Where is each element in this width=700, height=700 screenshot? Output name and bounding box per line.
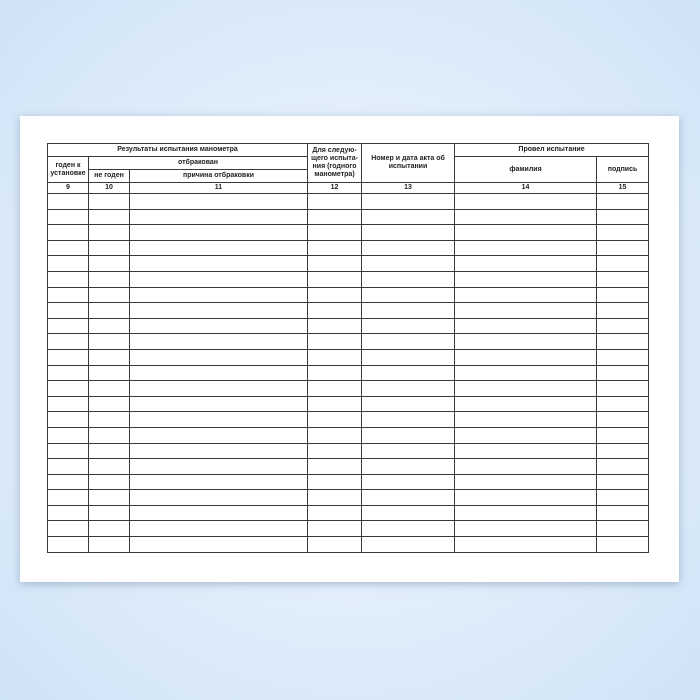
table-cell <box>89 396 130 412</box>
table-cell <box>455 209 597 225</box>
table-cell <box>130 490 308 506</box>
table-cell <box>308 427 362 443</box>
table-cell <box>597 537 649 553</box>
table-cell <box>597 365 649 381</box>
table-cell <box>455 537 597 553</box>
table-cell <box>597 381 649 397</box>
table-cell <box>597 334 649 350</box>
table-cell <box>89 381 130 397</box>
table-cell <box>455 334 597 350</box>
table-cell <box>130 194 308 210</box>
table-cell <box>130 474 308 490</box>
table-cell <box>362 209 455 225</box>
table-cell <box>130 303 308 319</box>
table-row <box>48 334 649 350</box>
header-reason: причина отбраковки <box>130 170 308 183</box>
table-cell <box>455 256 597 272</box>
table-row <box>48 443 649 459</box>
table-row <box>48 381 649 397</box>
table-cell <box>597 271 649 287</box>
table-cell <box>130 427 308 443</box>
table-cell <box>308 271 362 287</box>
table-cell <box>455 459 597 475</box>
table-cell <box>89 209 130 225</box>
table-cell <box>130 318 308 334</box>
table-cell <box>130 412 308 428</box>
table-cell <box>130 505 308 521</box>
table-cell <box>89 443 130 459</box>
table-cell <box>48 381 89 397</box>
table-cell <box>89 271 130 287</box>
table-cell <box>308 537 362 553</box>
table-cell <box>308 349 362 365</box>
table-cell <box>89 318 130 334</box>
header-tested-by: Провел испытание <box>455 144 649 157</box>
column-numbers-row <box>48 183 649 194</box>
table-cell <box>48 537 89 553</box>
table-cell <box>308 287 362 303</box>
header-results: Результаты испытания манометра <box>48 144 308 157</box>
table-cell <box>362 443 455 459</box>
table-cell <box>362 349 455 365</box>
table-cell <box>48 303 89 319</box>
table-row <box>48 365 649 381</box>
table-cell <box>308 256 362 272</box>
table-row <box>48 318 649 334</box>
table-cell <box>308 474 362 490</box>
table-cell <box>362 490 455 506</box>
table-cell <box>308 334 362 350</box>
table-cell <box>130 225 308 241</box>
table-cell <box>48 225 89 241</box>
table-row <box>48 256 649 272</box>
table-cell <box>130 443 308 459</box>
table-row <box>48 459 649 475</box>
table-cell <box>362 318 455 334</box>
table-cell <box>455 318 597 334</box>
table-cell <box>130 521 308 537</box>
table-cell <box>89 256 130 272</box>
table-cell <box>362 505 455 521</box>
table-cell <box>48 521 89 537</box>
table-cell <box>308 490 362 506</box>
table-cell <box>455 381 597 397</box>
table-cell <box>362 381 455 397</box>
table-cell <box>455 225 597 241</box>
table-cell <box>362 303 455 319</box>
table-cell <box>48 334 89 350</box>
table-row <box>48 209 649 225</box>
table-cell <box>362 240 455 256</box>
table-cell <box>362 334 455 350</box>
table-cell <box>48 365 89 381</box>
table-cell <box>597 396 649 412</box>
header-act: Номер и дата акта об испытании <box>362 144 455 183</box>
journal-sheet <box>20 116 679 582</box>
table-cell <box>308 381 362 397</box>
table-cell <box>308 521 362 537</box>
table-cell <box>130 334 308 350</box>
table-cell <box>48 490 89 506</box>
header-rejected: отбракован <box>89 157 308 170</box>
table-row <box>48 349 649 365</box>
table-cell <box>308 303 362 319</box>
table-cell <box>597 256 649 272</box>
table-cell <box>362 287 455 303</box>
table-cell <box>455 521 597 537</box>
table-cell <box>597 443 649 459</box>
table-row <box>48 427 649 443</box>
table-cell <box>89 365 130 381</box>
table-cell <box>308 225 362 241</box>
table-cell <box>308 318 362 334</box>
table-cell <box>130 287 308 303</box>
table-cell <box>48 427 89 443</box>
table-cell <box>130 256 308 272</box>
table-cell <box>362 365 455 381</box>
table-cell <box>130 381 308 397</box>
header-surname: фамилия <box>455 157 597 183</box>
table-cell <box>362 271 455 287</box>
table-cell <box>308 412 362 428</box>
table-cell <box>362 521 455 537</box>
table-cell <box>48 287 89 303</box>
table-cell <box>48 240 89 256</box>
table-cell <box>362 412 455 428</box>
table-row <box>48 240 649 256</box>
table-cell <box>362 459 455 475</box>
table-row <box>48 225 649 241</box>
column-number: 10 <box>89 183 130 194</box>
table-cell <box>48 209 89 225</box>
table-cell <box>89 303 130 319</box>
table-cell <box>455 427 597 443</box>
test-results-table <box>47 143 649 553</box>
table-cell <box>597 427 649 443</box>
table-row <box>48 521 649 537</box>
table-cell <box>597 412 649 428</box>
table-cell <box>130 459 308 475</box>
table-cell <box>308 459 362 475</box>
table-cell <box>89 459 130 475</box>
table-cell <box>48 271 89 287</box>
table-cell <box>48 474 89 490</box>
column-number: 13 <box>362 183 455 194</box>
table-cell <box>455 474 597 490</box>
table-row <box>48 396 649 412</box>
table-row <box>48 303 649 319</box>
table-cell <box>89 287 130 303</box>
table-cell <box>89 412 130 428</box>
table-cell <box>455 412 597 428</box>
table-cell <box>130 537 308 553</box>
table-cell <box>597 349 649 365</box>
table-cell <box>130 349 308 365</box>
header-fit: годен к установке <box>48 157 89 183</box>
header-next-test: Для следую-щего испыта-ния (годного манометра) <box>308 144 362 183</box>
table-cell <box>455 365 597 381</box>
table-cell <box>597 521 649 537</box>
table-cell <box>455 303 597 319</box>
table-cell <box>89 334 130 350</box>
table-cell <box>308 396 362 412</box>
table-cell <box>597 459 649 475</box>
table-cell <box>597 474 649 490</box>
table-cell <box>362 256 455 272</box>
table-cell <box>308 505 362 521</box>
table-row <box>48 474 649 490</box>
table-cell <box>130 271 308 287</box>
table-cell <box>130 396 308 412</box>
table-cell <box>48 318 89 334</box>
table-cell <box>455 505 597 521</box>
table-cell <box>130 365 308 381</box>
table-cell <box>455 490 597 506</box>
header-not-fit: не годен <box>89 170 130 183</box>
table-cell <box>455 287 597 303</box>
table-cell <box>597 505 649 521</box>
table-cell <box>597 194 649 210</box>
table-cell <box>89 427 130 443</box>
table-cell <box>48 412 89 428</box>
table-row <box>48 537 649 553</box>
table-cell <box>48 459 89 475</box>
column-number: 14 <box>455 183 597 194</box>
table-cell <box>89 194 130 210</box>
table-cell <box>48 505 89 521</box>
table-cell <box>89 240 130 256</box>
column-number: 11 <box>130 183 308 194</box>
table-cell <box>455 194 597 210</box>
table-cell <box>362 427 455 443</box>
table-cell <box>455 396 597 412</box>
table-cell <box>597 240 649 256</box>
table-cell <box>308 240 362 256</box>
table-cell <box>455 240 597 256</box>
table-cell <box>455 349 597 365</box>
table-cell <box>362 225 455 241</box>
table-cell <box>597 209 649 225</box>
table-cell <box>89 490 130 506</box>
table-row <box>48 287 649 303</box>
column-number: 12 <box>308 183 362 194</box>
table-cell <box>362 537 455 553</box>
header-signature: подпись <box>597 157 649 183</box>
column-number: 9 <box>48 183 89 194</box>
table-cell <box>597 303 649 319</box>
table-row <box>48 271 649 287</box>
table-cell <box>89 225 130 241</box>
table-cell <box>48 194 89 210</box>
table-row <box>48 505 649 521</box>
table-cell <box>48 443 89 459</box>
table-row <box>48 490 649 506</box>
table-cell <box>308 443 362 459</box>
table-cell <box>362 474 455 490</box>
table-cell <box>597 318 649 334</box>
table-cell <box>455 443 597 459</box>
table-row <box>48 412 649 428</box>
table-cell <box>597 225 649 241</box>
table-cell <box>89 349 130 365</box>
table-cell <box>308 209 362 225</box>
table-cell <box>48 349 89 365</box>
table-cell <box>89 474 130 490</box>
table-cell <box>597 490 649 506</box>
column-number: 15 <box>597 183 649 194</box>
table-cell <box>130 240 308 256</box>
table-cell <box>597 287 649 303</box>
table-cell <box>455 271 597 287</box>
table-cell <box>48 256 89 272</box>
table-cell <box>308 194 362 210</box>
table-cell <box>308 365 362 381</box>
table-cell <box>89 521 130 537</box>
table-cell <box>48 396 89 412</box>
table-cell <box>362 396 455 412</box>
table-row <box>48 194 649 210</box>
table-cell <box>130 209 308 225</box>
table-cell <box>362 194 455 210</box>
table-cell <box>89 537 130 553</box>
table-cell <box>89 505 130 521</box>
